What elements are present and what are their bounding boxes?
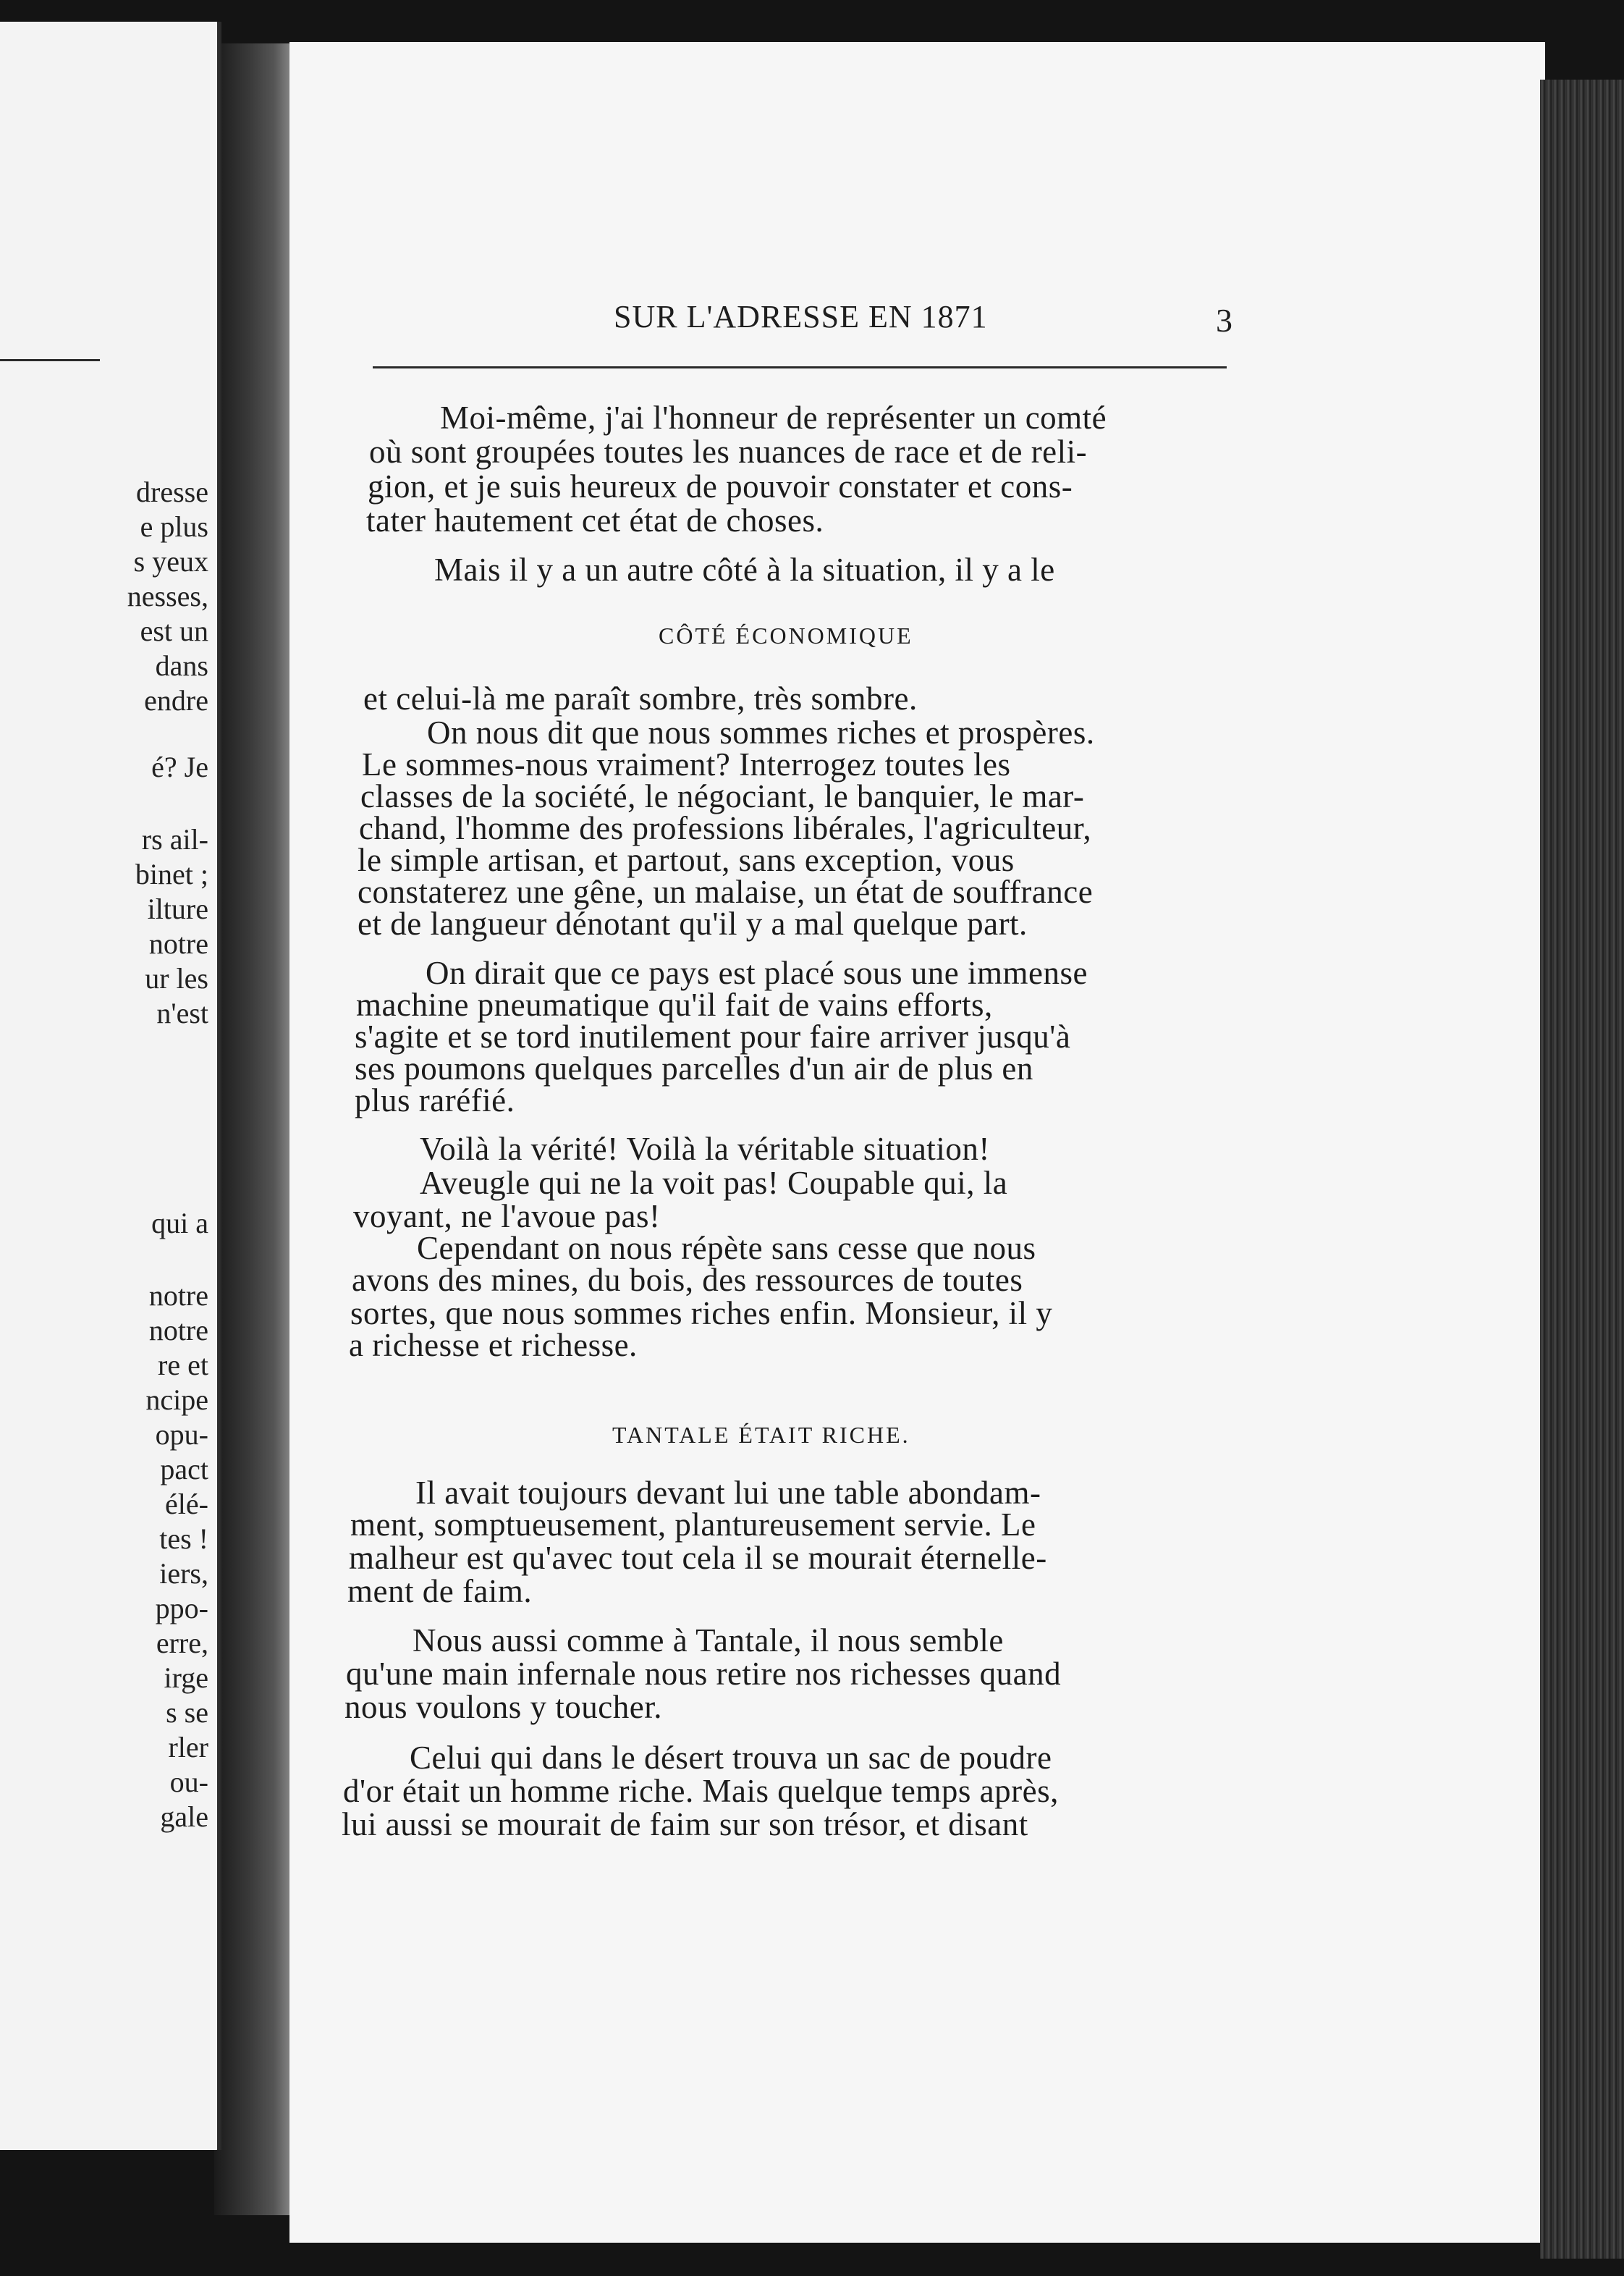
body-line: malheur est qu'avec tout cela il se mourait éternelle-	[349, 1540, 1047, 1576]
body-line: voyant, ne l'avoue pas!	[353, 1198, 661, 1234]
body-line: Il avait toujours devant lui une table abondam-	[415, 1475, 1041, 1511]
body-line: et de langueur dénotant qu'il y a mal quelque part.	[358, 906, 1028, 942]
body-line: a richesse et richesse.	[349, 1327, 638, 1363]
body-line: plus raréfié.	[355, 1082, 515, 1118]
running-header: SUR L'ADRESSE EN 1871	[614, 299, 988, 334]
body-line: Nous aussi comme à Tantale, il nous semble	[413, 1622, 1004, 1658]
left-page-line: ur les	[145, 962, 208, 995]
body-line: Voilà la vérité! Voilà la véritable situation!	[420, 1131, 990, 1167]
left-page-line: opu-	[155, 1418, 208, 1451]
left-page-line: élé-	[165, 1488, 208, 1520]
body-line: s'agite et se tord inutilement pour faire arriver jusqu'à	[355, 1019, 1071, 1055]
body-line: tater hautement cet état de choses.	[366, 502, 824, 539]
body-line: d'or était un homme riche. Mais quelque temps après,	[343, 1773, 1059, 1809]
left-page-line: é? Je	[151, 751, 208, 783]
body-line: ment, somptueusement, plantureusement servie. Le	[350, 1506, 1036, 1543]
body-line: chand, l'homme des professions libérales, l'agriculteur,	[359, 810, 1092, 846]
left-page-line: qui a	[151, 1207, 208, 1239]
body-line: Celui qui dans le désert trouva un sac de poudre	[410, 1740, 1052, 1776]
left-page-line: tes !	[159, 1522, 208, 1555]
body-line: Moi-même, j'ai l'honneur de représenter un comté	[440, 400, 1107, 436]
left-page-line: irge	[164, 1661, 208, 1694]
left-page-line: pact	[160, 1453, 208, 1485]
body-line: ses poumons quelques parcelles d'un air de plus en	[355, 1050, 1033, 1087]
left-page-line: notre	[148, 927, 208, 960]
left-page-line: n'est	[156, 997, 208, 1029]
left-page-line: notre	[148, 1314, 208, 1346]
body-line: Cependant on nous répète sans cesse que nous	[417, 1230, 1036, 1266]
book-gutter-shadow	[214, 43, 294, 2215]
left-page-line: s se	[166, 1696, 208, 1729]
body-line: machine pneumatique qu'il fait de vains efforts,	[356, 987, 993, 1023]
left-page-line: endre	[144, 684, 208, 717]
left-page-line: dans	[155, 649, 208, 682]
body-line: avons des mines, du bois, des ressources de toutes	[352, 1262, 1023, 1298]
body-line: Mais il y a un autre côté à la situation, il y a le	[434, 552, 1055, 588]
left-page-line: ilture	[147, 893, 208, 925]
body-line: classes de la société, le négociant, le banquier, le mar-	[360, 778, 1085, 814]
left-page-line: notre	[148, 1279, 208, 1312]
left-page-line: gale	[160, 1800, 208, 1833]
left-page-line: binet ;	[135, 858, 208, 890]
page-number: 3	[1216, 302, 1232, 339]
section-heading: TANTALE ÉTAIT RICHE.	[612, 1422, 910, 1448]
left-page-line: rs ail-	[141, 823, 208, 856]
left-page-line: ou-	[169, 1766, 208, 1798]
body-line: le simple artisan, et partout, sans exception, vous	[358, 842, 1015, 878]
body-line: constaterez une gêne, un malaise, un état de souffrance	[358, 874, 1094, 910]
body-line: lui aussi se mourait de faim sur son trésor, et disant	[342, 1806, 1028, 1842]
header-rule	[373, 366, 1227, 368]
left-page-line: s yeux	[133, 545, 208, 578]
body-line: On dirait que ce pays est placé sous une immense	[426, 955, 1088, 991]
left-page-line: ppo-	[155, 1592, 208, 1624]
body-line: Aveugle qui ne la voit pas! Coupable qui, la	[420, 1165, 1008, 1201]
body-line: qu'une main infernale nous retire nos richesses quand	[346, 1656, 1062, 1692]
body-line: et celui-là me paraît sombre, très sombre.	[363, 680, 918, 717]
left-page-line: erre,	[156, 1627, 208, 1659]
left-page	[0, 22, 221, 2150]
left-page-line: iers,	[159, 1557, 208, 1590]
body-line: On nous dit que nous sommes riches et prospères.	[427, 715, 1095, 751]
body-line: nous voulons y toucher.	[344, 1689, 662, 1725]
left-page-line: nesses,	[127, 580, 208, 612]
body-line: où sont groupées toutes les nuances de race et de reli-	[369, 434, 1088, 470]
body-line: ment de faim.	[347, 1573, 533, 1609]
left-page-line: e plus	[140, 510, 208, 543]
body-line: gion, et je suis heureux de pouvoir constater et cons-	[368, 468, 1073, 505]
left-page-line: dresse	[136, 476, 208, 508]
left-page-line: re et	[158, 1349, 208, 1381]
book-fore-edge	[1540, 80, 1624, 2259]
left-page-line: rler	[168, 1731, 208, 1763]
body-line: Le sommes-nous vraiment? Interrogez toutes les	[362, 746, 1011, 783]
body-line: sortes, que nous sommes riches enfin. Monsieur, il y	[350, 1295, 1053, 1331]
left-page-line: ncipe	[145, 1383, 208, 1416]
left-page-header-rule	[0, 359, 100, 361]
left-page-line: est un	[140, 615, 208, 647]
section-heading: CÔTÉ ÉCONOMIQUE	[659, 623, 913, 649]
